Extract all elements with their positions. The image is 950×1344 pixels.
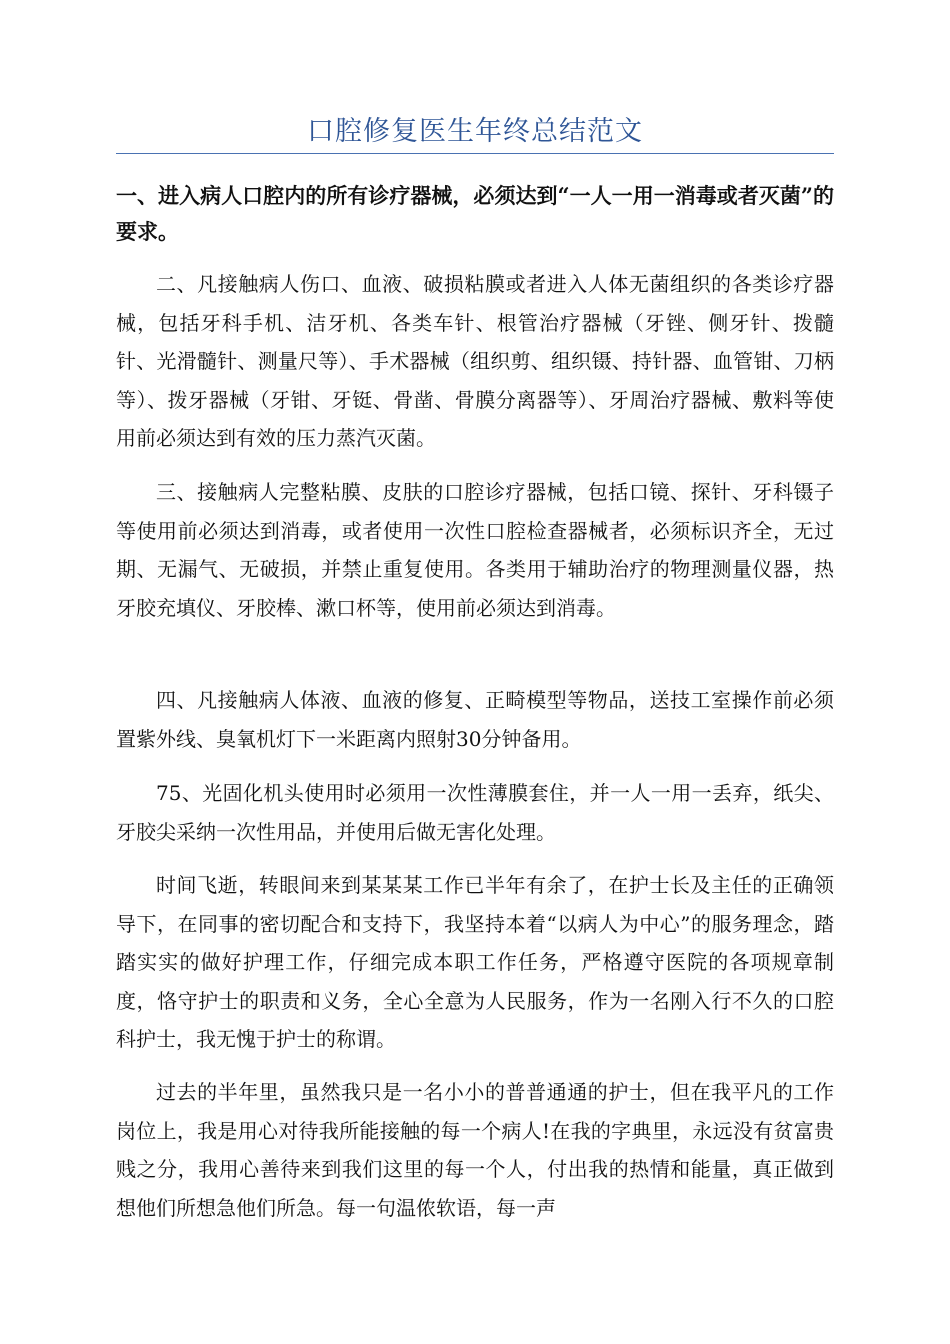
paragraph-3: 三、接触病人完整粘膜、皮肤的口腔诊疗器械，包括口镜、探针、牙科镊子等使用前必须达到消毒，或者使用一次性口腔检查器械者，必须标识齐全，无过期、无漏气、无破损，并禁止重复使用。各类用于辅助治疗的物理测量仪器，热牙胶充填仪、牙胶棒、漱口杯等，使用前必须达到消毒。 [116, 480, 834, 620]
section-heading: 一、进入病人口腔内的所有诊疗器械，必须达到“一人一用一消毒或者灭菌”的要求。 [116, 183, 834, 244]
paragraph-6: 时间飞逝，转眼间来到某某某工作已半年有余了，在护士长及主任的正确领导下，在同事的密切配合和支持下，我坚持本着“以病人为中心”的服务理念，踏踏实实的做好护理工作，仔细完成本职工作任务，严格遵守医院的各项规章制度，恪守护士的职责和义务，全心全意为人民服务，作为一名刚入行不久的口腔科护士，我无愧于护士的称谓。 [116, 873, 834, 1052]
title-underline [116, 153, 834, 154]
document-title: 口腔修复医生年终总结范文 [307, 116, 643, 147]
paragraph-2: 二、凡接触病人伤口、血液、破损粘膜或者进入人体无菌组织的各类诊疗器械，包括牙科手机、洁牙机、各类车针、根管治疗器械（牙锉、侧牙针、拨髓针、光滑髓针、测量尺等）、手术器械（组织剪、组织镊、持针器、血管钳、刀柄等）、拨牙器械（牙钳、牙铤、骨凿、骨膜分离器等）、牙周治疗器械、敷料等使用前必须达到有效的压力蒸汽灭菌。 [116, 272, 834, 451]
paragraph-5: 75、光固化机头使用时必须用一次性薄膜套住，并一人一用一丢弃，纸尖、牙胶尖采纳一次性用品，并使用后做无害化处理。 [116, 781, 834, 844]
paragraph-4: 四、凡接触病人体液、血液的修复、正畸模型等物品，送技工室操作前必须置紫外线、臭氧机灯下一米距离内照射30分钟备用。 [116, 688, 834, 751]
paragraph-7: 过去的半年里，虽然我只是一名小小的普普通通的护士，但在我平凡的工作岗位上，我是用心对待我所能接触的每一个病人!在我的字典里，永远没有贫富贵贱之分，我用心善待来到我们这里的每一个人，付出我的热情和能量，真正做到想他们所想急他们所急。每一句温侬软语，每一声 [116, 1080, 834, 1220]
